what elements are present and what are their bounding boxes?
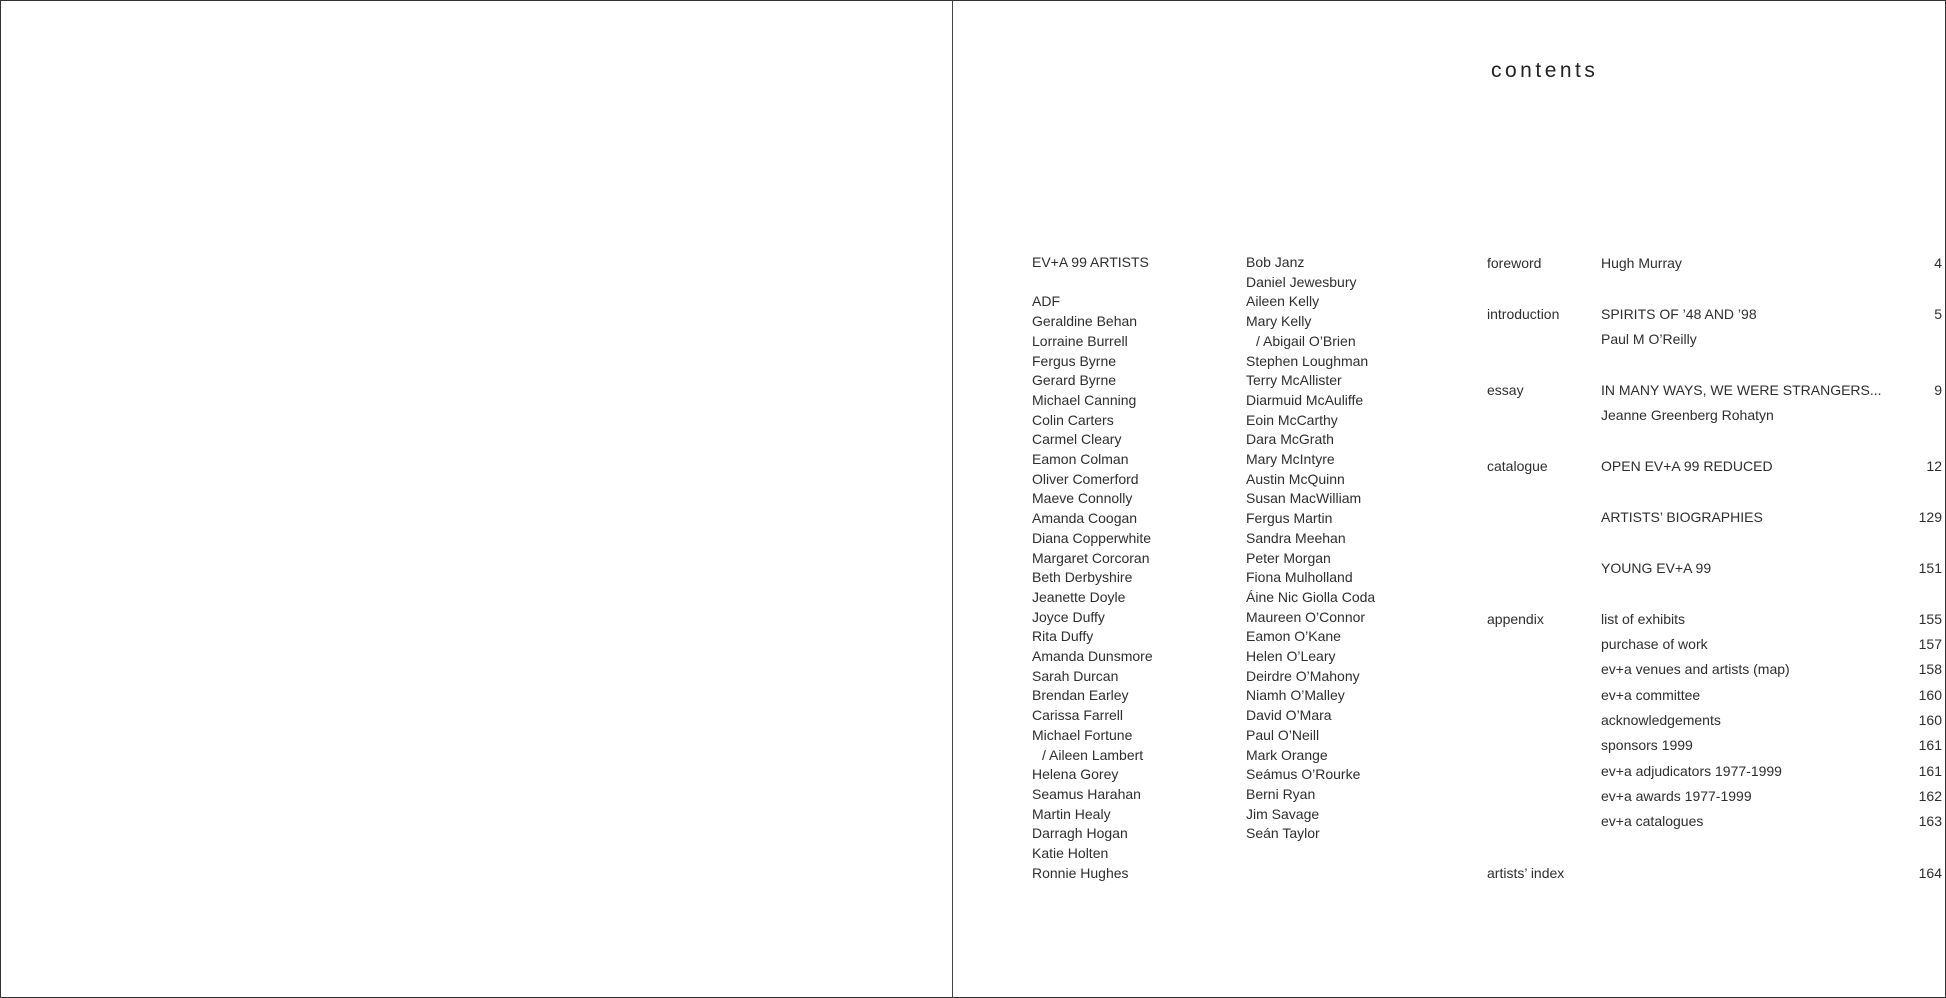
artist-name: Bob Janz [1246,254,1305,270]
artist-name: Lorraine Burrell [1032,332,1128,349]
artist-name: Diana Copperwhite [1032,529,1152,546]
artist-name: Darragh Hogan [1032,825,1128,842]
toc-row [1487,737,1942,757]
toc-entry-title: list of exhibits [1601,611,1686,627]
artist-name: Colin Carters [1032,411,1114,428]
artist-name: Helen O’Leary [1246,648,1336,665]
artist-name: Joyce Duffy [1032,608,1105,625]
artist-name: Geraldine Behan [1032,313,1138,330]
toc-entry-title: acknowledgements [1601,712,1721,728]
artist-name: Katie Holten [1032,845,1109,862]
toc-row [1487,560,1942,580]
toc-entry-title: ev+a adjudicators 1977-1999 [1601,763,1782,779]
toc-row [1487,813,1942,833]
toc-section-label: introduction [1487,306,1560,322]
artist-name: Martin Healy [1032,805,1111,822]
toc-page-number: 155 [1918,611,1942,627]
toc-row [1487,661,1942,681]
toc-entry-title: sponsors 1999 [1601,737,1693,753]
toc-page-number: 160 [1918,687,1942,703]
toc-entry-title: ev+a awards 1977-1999 [1601,788,1752,804]
toc-entry-title: OPEN EV+A 99 REDUCED [1601,458,1773,474]
artist-name: Maeve Connolly [1032,490,1133,507]
toc-entry-title: YOUNG EV+A 99 [1601,560,1712,576]
artist-name: Terry McAllister [1246,372,1342,389]
toc-row [1487,687,1942,707]
artist-name: Jim Savage [1246,805,1320,822]
artist-name: Brendan Earley [1032,687,1129,704]
toc-page-number: 12 [1926,458,1942,474]
artist-name: Michael Canning [1032,391,1137,408]
toc-entry-title: SPIRITS OF ’48 AND ’98 [1601,306,1757,322]
artist-name: Deirdre O’Mahony [1246,667,1360,684]
toc-page-number: 161 [1918,763,1942,779]
artist-name: Jeanette Doyle [1032,588,1126,605]
toc-section-label: catalogue [1487,458,1548,474]
artist-name: Seámus O’Rourke [1246,766,1361,783]
toc-section-label: essay [1487,382,1524,398]
toc-row [1487,865,1942,885]
artist-name: Dara McGrath [1246,431,1334,448]
artist-name: Sarah Durcan [1032,667,1119,684]
artist-name: David O’Mara [1246,707,1332,724]
toc-row [1487,636,1942,656]
toc-page-number: 9 [1934,382,1942,398]
artist-name: ADF [1032,293,1060,310]
toc-row [1487,382,1942,402]
artist-name: Daniel Jewesbury [1246,273,1357,290]
artist-name: Eamon O’Kane [1246,628,1341,645]
artist-name: Mary Kelly [1246,313,1312,330]
toc-page-number: 161 [1918,737,1942,753]
toc-row [1487,306,1942,326]
artist-name: Ronnie Hughes [1032,864,1129,881]
artist-name: Amanda Coogan [1032,510,1138,527]
toc-section-label: appendix [1487,611,1544,627]
artist-name: Áine Nic Giolla Coda [1246,588,1376,605]
toc-page-number: 129 [1918,509,1942,525]
artist-name: Michael Fortune [1032,726,1133,743]
artist-name: Helena Gorey [1032,766,1119,783]
artist-name: Seamus Harahan [1032,785,1141,802]
artist-name: Niamh O’Malley [1246,687,1345,704]
toc-page-number: 160 [1918,712,1942,728]
toc-page-number: 158 [1918,661,1942,677]
artist-name: Maureen O’Connor [1246,608,1366,625]
artist-name: Mary McIntyre [1246,451,1335,468]
toc-row [1487,458,1942,478]
toc-page-number: 151 [1918,560,1942,576]
contents-page [954,1,1945,997]
artist-name: Margaret Corcoran [1032,549,1150,566]
toc-page-number: 5 [1934,306,1942,322]
artist-name: Fergus Martin [1246,510,1333,527]
artist-name: / Aileen Lambert [1042,746,1144,763]
artist-name: Stephen Loughman [1246,352,1369,369]
artist-name: Rita Duffy [1032,628,1094,645]
page-title: contents [1491,59,1599,82]
artist-name: Paul O’Neill [1246,726,1320,743]
toc-entry-author: Jeanne Greenberg Rohatyn [1601,407,1774,423]
artists-heading: EV+A 99 ARTISTS [1032,254,1149,270]
toc-entry-title: Hugh Murray [1601,255,1682,271]
toc-entry-title: ARTISTS’ BIOGRAPHIES [1601,509,1763,525]
artist-name: / Abigail O’Brien [1256,332,1356,349]
artist-name: Peter Morgan [1246,549,1331,566]
artist-name: Fergus Byrne [1032,352,1117,369]
table-of-contents [1487,1,1942,997]
artists-column-2 [1246,253,1375,844]
toc-page-number: 157 [1918,636,1942,652]
toc-row [1487,611,1942,631]
artist-name: Carmel Cleary [1032,431,1122,448]
toc-entry-title: ev+a catalogues [1601,813,1704,829]
artist-name: Carissa Farrell [1032,707,1124,724]
artist-name: Berni Ryan [1246,785,1316,802]
toc-row [1487,255,1942,275]
toc-entry-title: ev+a committee [1601,687,1701,703]
artist-name: Fiona Mulholland [1246,569,1353,586]
artist-name: Aileen Kelly [1246,293,1320,310]
artist-name: Amanda Dunsmore [1032,648,1153,665]
artists-column-1 [1032,253,1153,883]
left-page-blank [1,1,953,997]
toc-page-number: 163 [1918,813,1942,829]
toc-row [1487,788,1942,808]
artist-name: Oliver Comerford [1032,470,1139,487]
toc-row [1487,763,1942,783]
toc-entry-title: IN MANY WAYS, WE WERE STRANGERS... [1601,382,1882,398]
toc-page-number: 162 [1918,788,1942,804]
artist-name: Austin McQuinn [1246,470,1345,487]
toc-page-number: 164 [1918,865,1942,881]
toc-page-number: 4 [1934,255,1942,271]
artist-name: Gerard Byrne [1032,372,1117,389]
artist-name: Mark Orange [1246,746,1328,763]
toc-entry-title: ev+a venues and artists (map) [1601,661,1790,677]
toc-entry-author: Paul M O’Reilly [1601,331,1697,347]
artist-name: Susan MacWilliam [1246,490,1362,507]
artist-name: Seán Taylor [1246,825,1320,842]
artist-name: Sandra Meehan [1246,529,1346,546]
toc-row [1487,712,1942,732]
artist-name: Beth Derbyshire [1032,569,1133,586]
artist-name: Diarmuid McAuliffe [1246,391,1364,408]
toc-entry-title: purchase of work [1601,636,1708,652]
artist-name: Eamon Colman [1032,451,1129,468]
toc-section-label: foreword [1487,255,1542,271]
toc-section-label: artists’ index [1487,865,1565,881]
artist-name: Eoin McCarthy [1246,411,1338,428]
toc-row [1487,509,1942,529]
